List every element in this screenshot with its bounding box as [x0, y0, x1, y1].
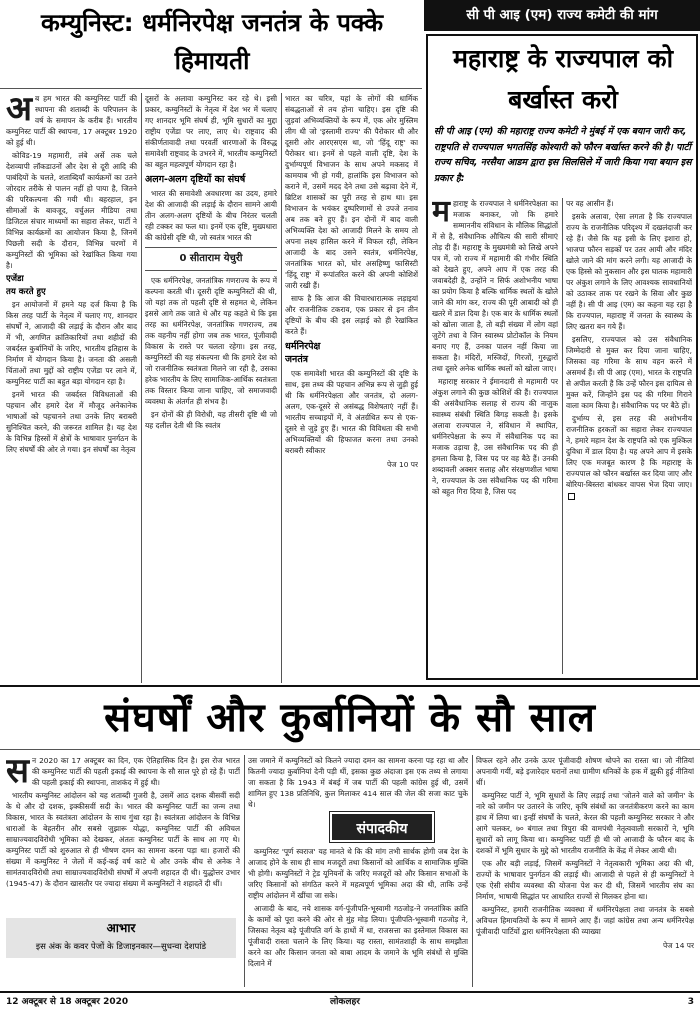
paragraph-text: दुर्भाग्य से, इस तरह की अशोभनीय राजनीतिक हरकतों का सहारा लेकर राज्यपाल ने, हमारे महान देश के राष्ट्रपति को एक मुश्किल दुविधा में डाल दिया है। यह अपने आप में इसके लिए एक मजबूत कारण है कि महाराष्ट्र के राज्यपाल को फौरन बर्खास्त कर दिया जाए और बोरिया-बिस्तरा बांधकर वापस भेज दिया जाए।: [566, 414, 692, 489]
column-rule: [472, 755, 473, 987]
paragraph: कम्युनिस्ट, हमारी राजनीतिक व्यवस्था में धर्मनिरपेक्षता तथा जनतंत्र के सबसे अविचल हिमायतियों के रूप में सामने आए हैं। जहां कांग्रेस तथा अन्य धर्मनिरपेक्ष पूंजीवादी पार्टियों द्वारा धर्मनिरपेक्षता की व्याख्या: [476, 905, 694, 936]
subheading: अलग-अलग दृष्टियों का संघर्ष: [145, 174, 246, 185]
box-column-2: [566, 198, 692, 676]
paragraph: कोविड-19 महामारी, लंबे अर्से तक चले देशव्यापी लॉकडाउनों और देश से दूरी आदि की पाबंदियों के चलते, शताब्दियाँ कार्यक्रमों का उतने जोरदार तरीके से पालन नहीं हो पाया है, जितने की परिकल्पना की गयी थी। बहरहाल, इन सीमाओं के बावजूद, वर्चुअल मीडिया तथा डिजिटल संचार माध्यमों का सहारा लेकर, पार्टी ने विभिन्न कार्यक्रमों का आयोजन किया है, जिनमें पिछली सदी के दौरान, विभिन्न चरणों में कम्युनिस्टों की भूमिका को रेखांकित किया गया है।: [6, 151, 137, 270]
thanks-text: इस अंक के कवर पेजों के डिजाइनकार—सुधन्वा देशपांडे: [35, 942, 207, 952]
dropcap: अ: [6, 93, 32, 129]
paragraph: एक और बड़ी लड़ाई, जिसमें कम्युनिस्टों ने नेतृत्वकारी भूमिका अदा की थी, राज्यों के भाषावार पुनर्गठन की लड़ाई थी। आजादी से पहले से ही कम्युनिस्टों ने एक ऐसी संघीय व्यवस्था की योजना पेश कर दी थी, जिसमें भारतीय संघ का निर्माण, भाषायी सिद्धांत पर आधारित राज्यों से मिलकर होना था।: [476, 859, 694, 901]
paragraph: इनमें भारत की जबर्दस्त विविधताओं की पहचान और हमारे देश में मौजूद अनेकानेक भाषाओं को पहचानने तथा उनके लिए बराबरी सुनिश्चित करने, की जरूरत शामिल है। यह देश के विभिन्न हिस्सों में क्षेत्रों के भाषावार पुनर्गठन के लिए संघर्षों की ओर ले गया। इन संघर्षों का नेतृत्व: [6, 390, 137, 454]
paragraph: हाराष्ट्र के राज्यपाल ने धर्मनिरपेक्षता का मजाक बनाकर, जो कि हमारे सम्माननीय संविधान के मौलिक सिद्धांतों में से है, संवैधानिक औचित्य की सारी सीमाएं तोड़ दी हैं। महाराष्ट्र के मुख्यमंत्री को लिखे अपने पत्र में, जो राज्य में महामारी की गंभीर स्थिति को देखते हुए, अपने आप में एक तरह की जवाबदेही है, उन्होंने न सिर्फ अशोभनीय भाषा का प्रयोग किया है बल्कि धार्मिक स्थलों के खोले जाने की मांग कर, राज्य की पूरी आबादी को ही खतरे में डाल दिया है। एक बार के धार्मिक स्थलों को खोला जाता है, तो बड़ी संख्या में लोग वहां जुटेंगे तथा वे जिन स्वास्थ्य प्रोटोकॉल के नियम बनाए गए हैं, उनका पालन नहीं किया जा सकता है। मंदिरों, मस्जिदों, गिरजों, गुरुद्वारों तथा दूसरे अनेक धार्मिक स्थलों को खोला जाए।: [432, 199, 558, 373]
article-column-1: [6, 93, 137, 683]
page-footer: [0, 991, 700, 1012]
box-intro: सी पी आइ (एम) की महाराष्ट्र राज्य कमेटी ने मुंबई में एक बयान जारी कर, राष्ट्रपति से राज्यपाल भगतसिंह कोश्यारी को फौरन बर्खास्त करने की है। पार्टी राज्य सचिव, नरसैया आडम द्वारा इस सिलसिले में जारी किया गया बयान इस प्रकार है:: [434, 126, 692, 184]
paragraph: दूसरों के अलावा कम्युनिस्ट कर रहे थे। इसी प्रकार, कम्युनिस्टों के नेतृत्व में देश भर में चलाए गए शानदार भूमि संघर्ष ही, भूमि सुधारों का मुद्दा राष्ट्रीय एजेंडा पर लाए, लाए थे। राष्ट्रवाद की संकीर्णतावादी तथा परवर्ती धारणाओं के विरुद्ध समावेशी राष्ट्रवाद के उभरने में, भारतीय कम्युनिस्टों का बहुत महत्वपूर्ण योगदान रहा है।: [145, 94, 277, 169]
paragraph: महाराष्ट्र सरकार ने ईमानदारी से महामारी पर अंकुश लगाने की कुछ कोशिशें की हैं। राज्यपाल की असंवैधानिक सलाह से राज्य की नाजुक स्वास्थ्य संबंधी स्थिति बिगड़ सकती है। इसके अलावा राज्यपाल ने, संविधान में स्थापित, धर्मनिरपेक्षता के रूप में संवैधानिक पद का मजाक उड़ाया है, उस संवैधानिक पद की ही हमला किया है, जिस पद पर वह बैठे हैं। उनकी शब्दावली अक्सर सलाह और संरक्षणशील भाषा ने, राज्यपाल के उस संवैधानिक पद की गरिमा को बहुत गिरा दिया है, जिस पद: [432, 377, 558, 496]
thanks-title: आभार: [106, 921, 136, 935]
box-band-label: सी पी आइ (एम) राज्य कमेटी की मांग: [424, 0, 700, 31]
box-column-1: [432, 198, 558, 676]
column-rule: [141, 93, 142, 683]
column-rule: [244, 755, 245, 987]
editorial-column-3: [476, 755, 694, 987]
footer-date: 12 अक्टूबर से 18 अक्टूबर 2020: [6, 997, 129, 1007]
subheading: जनतंत्र: [285, 354, 308, 365]
paragraph: पर वह आसीन हैं।: [566, 199, 614, 208]
paragraph: विफल रहने और उनके ऊपर पूंजीवादी शोषण थोपने का रास्ता था। जो नीतियां अपनायी गयीं, बड़े इजारेदार घरानों तथा ग्रामीण धनिकों के हक में झुकी हुई नीतियां थीं।: [476, 756, 694, 787]
paragraph: इन आयोजनों में हमने यह दर्ज किया है कि किस तरह पार्टी के नेतृत्व में चलाए गए, शानदार संघर्षों ने, आजादी की लड़ाई के दौरान और बाद में भी, अगणित क्रांतिकारियों तथा शहीदों की जबर्दस्त कुर्बानियों के जरिए, भारतीय इतिहास के निर्माण में योगदान किया है। जनता की असली चिंताओं तथा मुद्दों को राष्ट्रीय एजेंडा पर लाने में, कम्युनिस्ट पार्टी का बहुत बड़ा योगदान रहा है।: [6, 300, 137, 386]
page-number: 3: [687, 997, 694, 1007]
subheading: धर्मनिरपेक्ष: [285, 341, 321, 352]
editorial-column-2: [248, 755, 468, 987]
column-rule: [281, 93, 282, 683]
subheading: तय करते हुए: [6, 287, 46, 297]
article-column-2: [145, 93, 277, 683]
paragraph: आजादी के बाद, नये शासक वर्ग-पूंजीपति-भूस्वामी गठजोड़-ने जनतांत्रिक क्रांति के कामों को पूरा करने की ओर से मुंह मोड़ लिया। पूंजीपति-भूस्वामी गठजोड़ ने, जिसका नेतृत्व बड़े पूंजीपति वर्ग के हाथों में था, राजसत्ता का इस्तेमाल विकास का पूंजीवादी रास्ता चलाने के लिए किया। यह रास्ता, सामंतशाही के साथ समझौता करने का और किसान जनता को बाबा आदम के जमाने के भूमि संबंधों से मुक्ति दिलाने में: [248, 904, 468, 968]
paragraph: भारत की समावेशी अवधारणा का उदय, हमारे देश की आजादी की लड़ाई के दौरान सामने आयी तीन अलग-अलग दृष्टियों के बीच निरंतर चलती रही टक्कर का फल था। इनमें एक दृष्टि, मुख्यधारा की कांग्रेसी दृष्टि थी, जो स्वतंत्र भारत की: [145, 189, 277, 242]
end-mark-icon: [568, 493, 575, 500]
article-column-3: [285, 93, 418, 683]
paragraph: एक धर्मनिरपेक्ष, जनतांत्रिक गणराज्य के रूप में कल्पना करती थी। दूसरी दृष्टि कम्युनिस्टों की थी, जो यहां तक तो पहली दृष्टि से सहमत थे, लेकिन इससे आगे तक जाते थे और यह कहते थे कि इस तरह का धर्मनिरपेक्ष, जनतांत्रिक गणराज्य, तब तक वहनीय नहीं होगा जब तक भारत, पूंजीवादी विकास के रास्ते पर चलता रहेगा। इस तरह, कम्युनिस्टों की यह संकल्पना थी कि हमारे देश को जो राजनीतिक स्वतंत्रता मिलने जा रही है, उसका हरेक भारतीय के लिए सामाजिक-आर्थिक स्वतंत्रता तक विस्तार किया जाना चाहिए, जो समाजवादी व्यवस्था के अंतर्गत ही संभव है।: [145, 276, 277, 406]
paragraph: भारत का चरित्र, यहां के लोगों की धार्मिक संबद्धताओं से तय होना चाहिए। इस दृष्टि की जुड़वां अभिव्यक्तियों के रूप में, एक ओर मुस्लिम लीग थी जो 'इस्लामी राज्य' की पैरोकार थी और दूसरी ओर आरएसएस था, जो 'हिंदू राष्ट्र' का पैरोकार था। इनमें से पहले वाली दृष्टि, देश के दुर्भाग्यपूर्ण विभाजन के साथ अपने मकसद में कामयाब भी हो गयी, हालांकि इस विभाजन को कराने में, उसमें मदद देने तथा उसे बढ़ावा देने में, ब्रिटिश शासकों का पूरी तरह से हाथ था। इस विभाजन के भयंकर दुष्परिणामों से उपजे तनाव अब तक बने हुए हैं। इन दोनों में बाद वाली अभिव्यक्ति देश को आजादी मिलने के समय तो अपना लक्ष्य हासिल करने में विफल रही, लेकिन आजादी के बाद उसने स्वतंत्र, धर्मनिरपेक्ष, जनतांत्रिक भारत को, घोर असहिष्णु फासिस्टी 'हिंदू राष्ट्र' में रूपांतरित करने की अपनी कोशिशें जारी रखी हैं।: [285, 94, 418, 290]
editorial-headline: संघर्षों और कुर्बानियों के सौ साल: [0, 685, 700, 750]
paragraph: इसके अलावा, ऐसा लगता है कि राज्यपाल राज्य के राजनीतिक परिदृश्य में दखलंदाजी कर रहे हैं। जैसे कि यह इसी के लिए इशारा हो, भाजपा फौरन सड़कों पर उतर आयी और मंदिर खोले जाने की मांग करने लगी। यह आजादी के एक हिस्से को नुकसान और इस घातक महामारी पर अंकुश लगाने के लिए आवश्यक सावधानियों को उठाकर ताक पर रखने के सिवा और कुछ नहीं है। सी पी आइ (एम) का कहना यह रहा है कि राज्यपाल, महाराष्ट्र में जनता के स्वास्थ्य के लिए खतरा बन गये हैं।: [566, 212, 692, 331]
paragraph: इन दोनों की ही विरोधी, यह तीसरी दृष्टि थी जो यह दलील देती थी कि स्वतंत्र: [145, 410, 277, 430]
paragraph: ब हम भारत की कम्युनिस्ट पार्टी की स्थापना की शताब्दी के परिपालन के वर्ष के समापन के करीब हैं। भारतीय कम्युनिस्ट पार्टी की स्थापना, 17 अक्टूबर 1920 को हुई थी।: [6, 94, 137, 147]
subheading: एजेंडा: [6, 274, 24, 284]
editorial-column-1: [6, 755, 240, 915]
editorial-badge: संपादकीय: [330, 812, 434, 842]
continued-on: पेज 10 पर: [386, 460, 418, 469]
footer-publication: लोकलहर: [330, 997, 360, 1007]
paragraph: कम्युनिस्ट 'पूर्ण स्वराज' यह मानते थे कि की मांग तभी सार्थक होगी जब देश के आजाद होने के साथ ही साथ मजदूरों तथा किसानों को आर्थिक व सामाजिक मुक्ति भी होगी। कम्युनिस्टों ने ट्रेड यूनियनों के जरिए मजदूरों को और किसान सभाओं के जरिए किसानों को संगठित करने में महत्वपूर्ण भूमिका अदा की थी, ताकि उन्हें राष्ट्रीय आंदोलन में खींचा जा सके।: [248, 847, 468, 900]
paragraph: उस जमाने में कम्युनिस्टों को कितने ज्यादा दमन का सामना करना पड़ रहा था और कितनी ज्यादा कुर्बानियां देनी पड़ी थीं, इसका कुछ अंदाजा इस एक तथ्य से लगाया जा सकता है कि 1943 में बंबई में जब पार्टी की पहली कांग्रेस हुई थी, उसमें शामिल हुए 138 प्रतिनिधि, कुल मिलाकर 414 साल की जेल की सजा काट चुके थे।: [248, 756, 468, 809]
divider: [0, 88, 422, 89]
paragraph: कम्युनिस्ट पार्टी ने, भूमि सुधारों के लिए लड़ाई तथा 'जोतने वाले को जमीन' के नारे को जमीन पर उतारने के जरिए, कृषि संबंधों का जनतंत्रीकरण करने का काम हाथ में लिया था। इन्हीं संघर्षों के चलते, केरल की पहली कम्युनिस्ट सरकार ने और आगे चलकर, ७० बंगाल तथा त्रिपुरा की वामपंथी नेतृत्ववाली सरकारों ने, भूमि सुधारों को लागू किया था। कम्युनिस्ट पार्टी ही थी जो आजादी के फौरन बाद के दशकों में भूमि सुधार के मुद्दे को भारतीय राजनीति के केंद्र में लेकर आयी थी।: [476, 791, 694, 855]
article-headline: कम्युनिस्ट: धर्मनिरपेक्ष जनतंत्र के पक्के हिमायती: [40, 8, 384, 75]
box-headline: महाराष्ट्र के राज्यपाल को बर्खास्त करो: [452, 44, 674, 114]
paragraph: साफ है कि आज की विचारधारात्मक लड़ाइयां और राजनीतिक टकराव, एक प्रकार से इन तीन दृष्टियों के बीच की इस लड़ाई को ही रेखांकित करते हैं।: [285, 294, 418, 336]
dropcap: स: [6, 755, 29, 791]
continued-on: पेज 14 पर: [662, 941, 694, 950]
paragraph: न 2020 का 17 अक्टूबर का दिन, एक ऐतिहासिक दिन है। इस रोज भारत की कम्युनिस्ट पार्टी की पहली इकाई की स्थापना के सौ साल पूरे हो रहे हैं। पार्टी की पहली इकाई की स्थापना, ताशकंद में हुई थी।: [31, 756, 240, 787]
paragraph: इसलिए, राज्यपाल को उस संवैधानिक जिम्मेदारी से मुक्त कर दिया जाना चाहिए, जिसका वह गरिमा के साथ वहन करने में असमर्थ हैं। सी पी आइ (एम), भारत के राष्ट्रपति से अपील करती है कि उन्हें फौरन इस दायित्व से मुक्त करें, जिन्होंने इस पद की गरिमा गिराने वाला काम किया है। संवैधानिक पद पर बैठे हों।: [566, 335, 692, 410]
paragraph: [566, 413, 692, 501]
byline: 0 सीताराम येचुरी: [145, 247, 277, 271]
paragraph: एक समावेशी भारत की कम्युनिस्टों की दृष्टि के साथ, इस तथ्य की पहचान अभिन्न रूप से जुड़ी हुई थी कि धर्मनिरपेक्षता और जनतंत्र, दो अलग-अलग, एक-दूसरे से असंबद्ध विशेषताएं नहीं हैं। भारतीय सच्चाइयों में, वे अंतर्ग्रथित रूप से एक-दूसरे से जुड़े हुए हैं। भारत की विविधता की सभी अभिव्यक्तियों की हिफाजत करना तथा उनको बराबरी स्वीकार: [285, 369, 418, 455]
column-rule: [562, 198, 563, 674]
dropcap: म: [432, 198, 450, 229]
paragraph: भारतीय कम्युनिस्ट आंदोलन को यह शताब्दी गुजरी है, उसमें आठ दशक बीसवीं सदी के थे और दो दशक, इक्कीसवीं सदी के। भारत की कम्युनिस्ट पार्टी का जन्म तथा विकास, भारत के स्वतंत्रता आंदोलन के साथ गुंथा रहा है। स्वतंत्रता आंदोलन के विभिन्न धाराओं के बेहतरीन और सबसे जुझारू योद्धा, कम्युनिस्ट पार्टी की अविचल साम्राज्यवादविरोधी भूमिका को देखकर, अंततः कम्युनिस्ट पार्टी के साथ आ गए थे। कम्युनिस्ट पार्टी को शुरुआत से ही भीषण दमन का सामना करना पड़ा था। हजारों की संख्या में कम्युनिस्ट ने जेलों में कई-कई वर्ष काटे थे और उनके बीच से अनेक ने सामंतवादविरोधी तथा साम्राज्यवादविरोधी संघर्षों में अपनी शहादत दी थी। युद्धोत्तर उभार (1945-47) के दौरान खासतौर पर ज्यादा संख्या में कम्युनिस्टों ने शहादतें दी थीं।: [6, 791, 240, 888]
